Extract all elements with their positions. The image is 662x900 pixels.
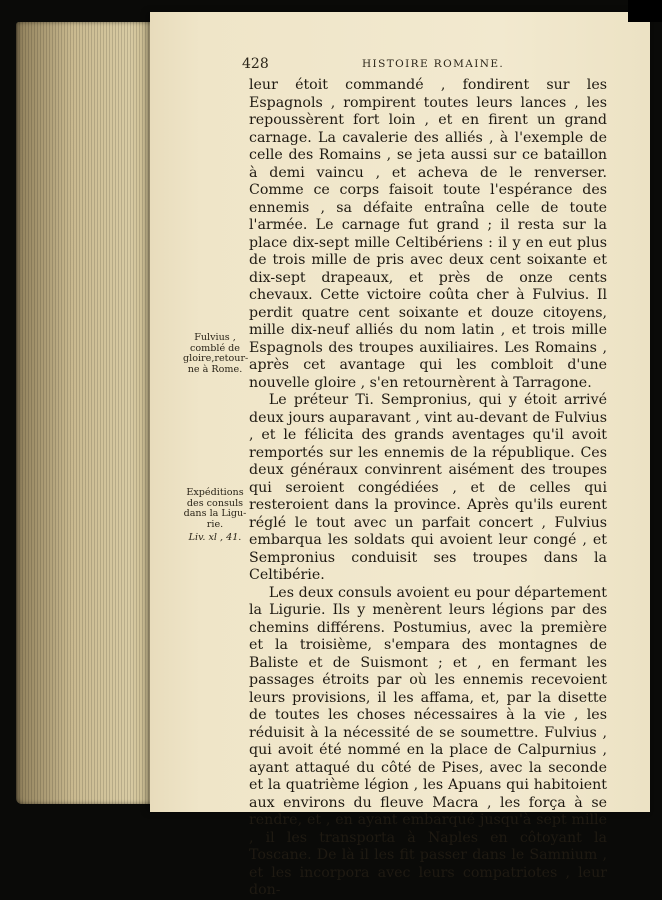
paragraph-1: leur étoit commandé , fondirent sur les Espagnols , rompirent toutes leurs lances , les repoussèrent fort loin , et en firent un grand carnage. La cavalerie des alliés , à l'exemple de celle des Romains , se jeta aussi sur ce bataillon à demi vaincu , et acheva de le renverser. Comme ce corps faisoit toute l'espérance des ennemis , sa défaite entraîna celle de toute l'armée. Le carnage fut grand ; il resta sur la place dix-sept mille Celtibériens : il y en eut plus de trois mille de pris avec deux cent soixante et dix-sept drapeaux, et près de onze cents chevaux. Cette victoire coûta cher à Fulvius. Il perdit quatre cent soixante et douze citoyens, mille dix-neuf alliés du nom latin , et trois mille Espagnols des troupes auxiliaires. Les Romains , après cet avantage qui les combloit d'une nouvelle gloire , s'en retournèrent à Tarragone. [249, 77, 607, 391]
page-number: 428 [242, 56, 269, 72]
margin-note-expeditions-text: Expéditions des consuls dans la Ligu-rie. [183, 487, 247, 530]
paragraph-3: Les deux consuls avoient eu pour département la Ligurie. Ils y menèrent leurs légions par des chemins différens. Postumius, avec la première et la troisième, s'empara des montagnes de Baliste et de Suismont ; et , en fermant les passages étroits par où les ennemis recevoient leurs provisions, il les affama, et, par la disette de toutes les choses nécessaires à la vie , les réduisit à la nécessité de se soumettre. Fulvius , qui avoit été nommé en la place de Calpurnius , ayant attaqué du côté de Pises, avec la seconde et la quatrième légion , les Apuans qui habitoient aux environs du fleuve Macra , les força à se rendre, et , en ayant embarqué jusqu'à sept mille , il les transporta à Naples en côtoyant la Toscane. De là il les fit passer dans le Samnium , et les incorpora avec leurs compatriotes , leur don- [249, 584, 607, 898]
book-page-edges [16, 22, 158, 804]
margin-note-fulvius: Fulvius , comblé de gloire,retour-ne à Rome. [183, 332, 249, 375]
page-header [242, 56, 610, 74]
running-title: HISTOIRE ROMAINE. [362, 58, 505, 70]
margin-note-reference: Liv. xl , 41. [188, 532, 242, 543]
paragraph-2: Le préteur Ti. Sempronius, qui y étoit arrivé deux jours auparavant , vint au-devant de Fulvius , et le félicita des grands aventages qu'il avoit remportés sur les ennemis de la république. Ces deux généraux convinrent aisément des troupes qui seroient congédiées , et de celles qui resteroient dans la province. Après qu'ils eurent réglé le tout avec un parfait concert , Fulvius embarqua les soldats qui avoient leur congé , et Sempronius conduisit ses troupes dans la Celtibérie. [249, 392, 607, 583]
background-corner [628, 0, 662, 22]
body-text [249, 77, 607, 900]
margin-note-expeditions [183, 488, 247, 544]
